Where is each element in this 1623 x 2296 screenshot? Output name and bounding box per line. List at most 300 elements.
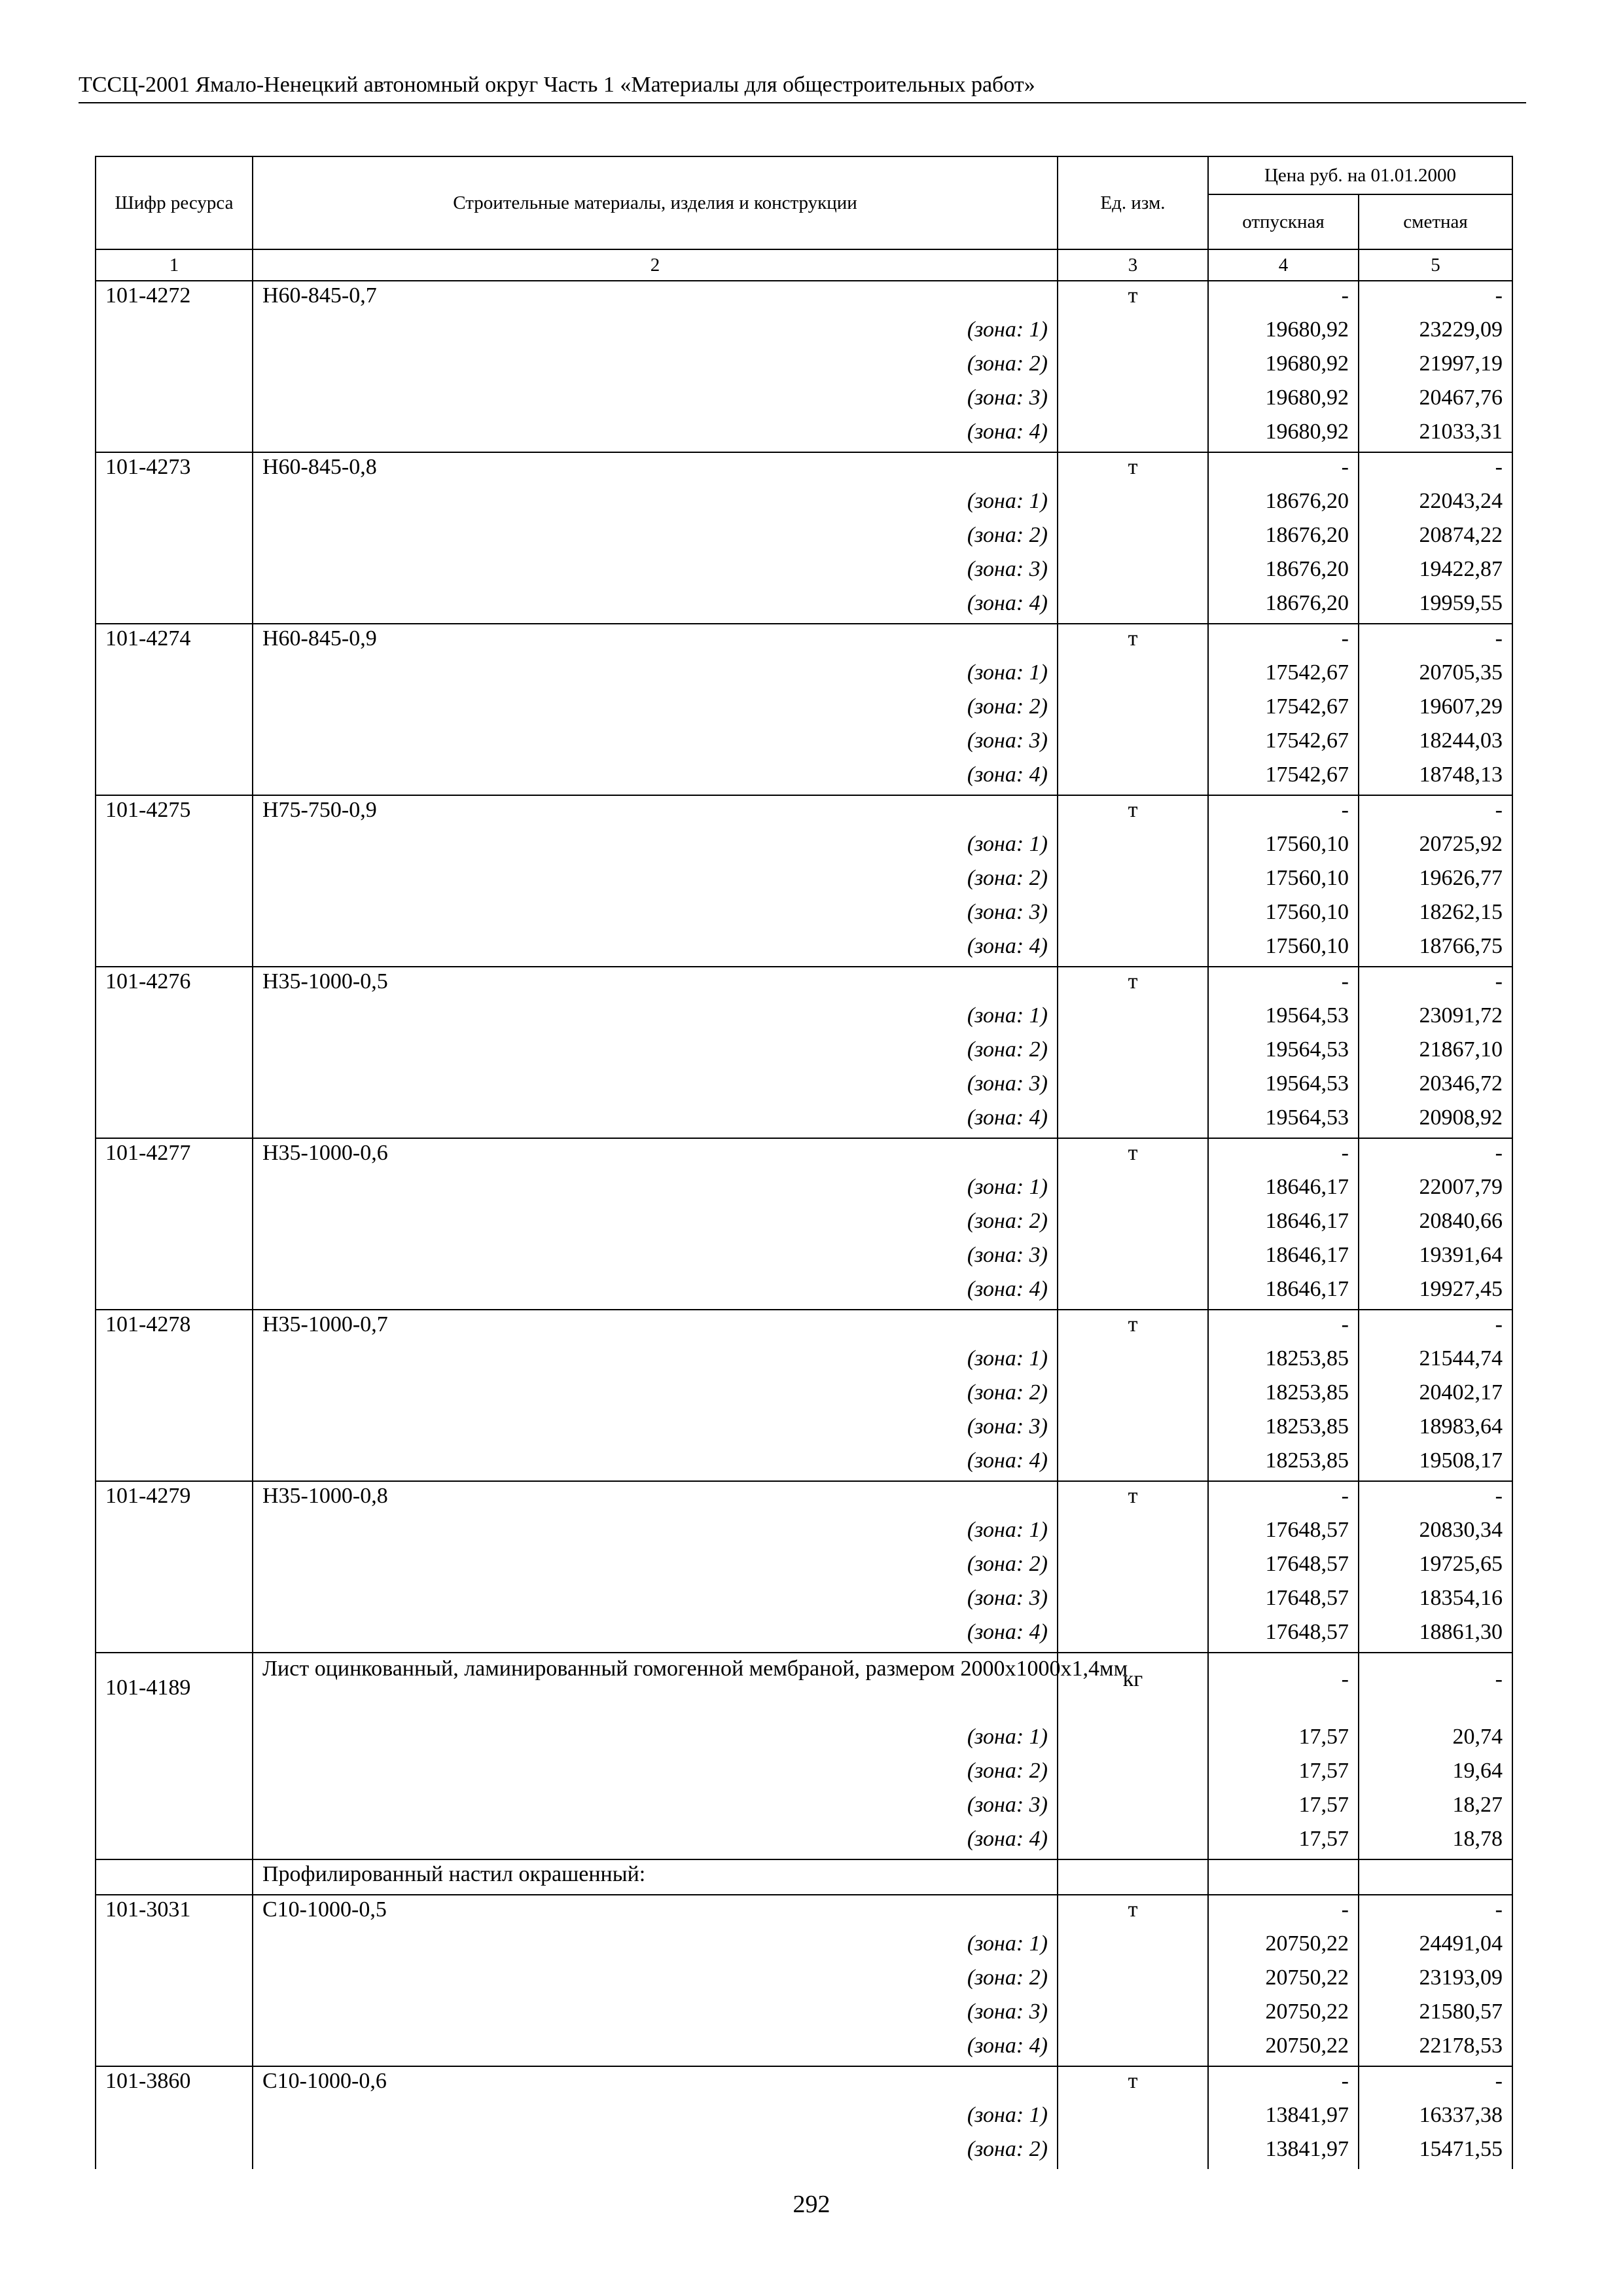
empty-cell bbox=[96, 692, 253, 726]
empty-cell bbox=[96, 864, 253, 898]
empty-cell bbox=[1058, 1103, 1208, 1138]
empty-cell bbox=[1058, 2101, 1208, 2135]
zone-release-price: 18253,85 bbox=[1208, 1378, 1359, 1412]
table-row bbox=[96, 1310, 1512, 1344]
zone-estimate-price: 20346,72 bbox=[1359, 1069, 1512, 1103]
empty-cell bbox=[1058, 1584, 1208, 1618]
empty-cell bbox=[1058, 418, 1208, 452]
resource-code: 101-4276 bbox=[96, 967, 253, 1001]
empty-cell bbox=[1058, 1791, 1208, 1825]
zone-release-price: 20750,22 bbox=[1208, 1929, 1359, 1964]
estimate-price: - bbox=[1359, 1310, 1512, 1344]
empty-cell bbox=[96, 761, 253, 795]
zone-release-price: 17648,57 bbox=[1208, 1618, 1359, 1653]
zone-label: (зона: 3) bbox=[253, 555, 1058, 589]
zone-row bbox=[96, 1069, 1512, 1103]
column-header-estimate-price: сметная bbox=[1359, 194, 1512, 249]
material-name: Н35-1000-0,7 bbox=[253, 1310, 1058, 1344]
unit-cell: т bbox=[1058, 624, 1208, 658]
zone-row bbox=[96, 1757, 1512, 1791]
material-name: Лист оцинкованный, ламинированный гомогенной мембраной, размером 2000х1000х1,4мм bbox=[253, 1653, 1058, 1723]
zone-estimate-price: 18748,13 bbox=[1359, 761, 1512, 795]
zone-label: (зона: 1) bbox=[253, 1516, 1058, 1550]
empty-cell bbox=[1058, 1618, 1208, 1653]
table-row bbox=[96, 1138, 1512, 1173]
zone-release-price: 18646,17 bbox=[1208, 1173, 1359, 1207]
zone-release-price: 18676,20 bbox=[1208, 487, 1359, 521]
resource-code: 101-3860 bbox=[96, 2066, 253, 2101]
table-row bbox=[96, 967, 1512, 1001]
empty-cell bbox=[1058, 1275, 1208, 1310]
empty-cell bbox=[1058, 761, 1208, 795]
empty-cell bbox=[96, 521, 253, 555]
table-row bbox=[96, 281, 1512, 315]
section-row bbox=[96, 1859, 1512, 1895]
zone-estimate-price: 20,74 bbox=[1359, 1723, 1512, 1757]
zone-label: (зона: 2) bbox=[253, 1207, 1058, 1241]
zone-estimate-price: 18354,16 bbox=[1359, 1584, 1512, 1618]
column-number: 5 bbox=[1359, 249, 1512, 281]
zone-label: (зона: 3) bbox=[253, 1791, 1058, 1825]
zone-row bbox=[96, 418, 1512, 452]
zone-label: (зона: 4) bbox=[253, 1103, 1058, 1138]
zone-label: (зона: 1) bbox=[253, 487, 1058, 521]
material-name: Н60-845-0,9 bbox=[253, 624, 1058, 658]
zone-release-price: 17542,67 bbox=[1208, 658, 1359, 692]
empty-cell bbox=[96, 2101, 253, 2135]
resource-code: 101-4277 bbox=[96, 1138, 253, 1173]
zone-estimate-price: 22007,79 bbox=[1359, 1173, 1512, 1207]
zone-label: (зона: 2) bbox=[253, 2135, 1058, 2169]
zone-label: (зона: 3) bbox=[253, 1584, 1058, 1618]
zone-label: (зона: 2) bbox=[253, 1757, 1058, 1791]
resource-code: 101-4274 bbox=[96, 624, 253, 658]
zone-row bbox=[96, 864, 1512, 898]
zone-estimate-price: 21544,74 bbox=[1359, 1344, 1512, 1378]
release-price: - bbox=[1208, 967, 1359, 1001]
zone-release-price: 18646,17 bbox=[1208, 1207, 1359, 1241]
empty-cell bbox=[1058, 726, 1208, 761]
zone-label: (зона: 2) bbox=[253, 864, 1058, 898]
empty-cell bbox=[1058, 1929, 1208, 1964]
zone-estimate-price: 19927,45 bbox=[1359, 1275, 1512, 1310]
zone-label: (зона: 1) bbox=[253, 1173, 1058, 1207]
empty-cell bbox=[96, 418, 253, 452]
zone-estimate-price: 18983,64 bbox=[1359, 1412, 1512, 1446]
empty-cell bbox=[96, 1173, 253, 1207]
resource-code: 101-4189 bbox=[96, 1653, 253, 1723]
resource-code: 101-3031 bbox=[96, 1895, 253, 1929]
zone-estimate-price: 23193,09 bbox=[1359, 1964, 1512, 1998]
unit-cell: т bbox=[1058, 795, 1208, 830]
zone-label: (зона: 4) bbox=[253, 761, 1058, 795]
zone-release-price: 17648,57 bbox=[1208, 1584, 1359, 1618]
zone-label: (зона: 2) bbox=[253, 350, 1058, 384]
zone-release-price: 19680,92 bbox=[1208, 384, 1359, 418]
column-number: 4 bbox=[1208, 249, 1359, 281]
empty-cell bbox=[96, 350, 253, 384]
table-row bbox=[96, 1653, 1512, 1723]
zone-estimate-price: 18244,03 bbox=[1359, 726, 1512, 761]
estimate-price: - bbox=[1359, 452, 1512, 487]
zone-release-price: 19564,53 bbox=[1208, 1103, 1359, 1138]
zone-release-price: 20750,22 bbox=[1208, 1964, 1359, 1998]
column-number: 2 bbox=[253, 249, 1058, 281]
empty-cell bbox=[96, 1412, 253, 1446]
unit-cell: т bbox=[1058, 1138, 1208, 1173]
release-price: - bbox=[1208, 2066, 1359, 2101]
zone-label: (зона: 3) bbox=[253, 726, 1058, 761]
section-title: Профилированный настил окрашенный: bbox=[253, 1859, 1058, 1895]
empty-cell bbox=[1058, 1378, 1208, 1412]
zone-release-price: 17542,67 bbox=[1208, 761, 1359, 795]
zone-release-price: 19680,92 bbox=[1208, 350, 1359, 384]
unit-cell: т bbox=[1058, 1481, 1208, 1516]
zone-row bbox=[96, 1516, 1512, 1550]
estimate-price: - bbox=[1359, 2066, 1512, 2101]
zone-release-price: 19564,53 bbox=[1208, 1069, 1359, 1103]
empty-cell bbox=[96, 726, 253, 761]
empty-cell bbox=[96, 1618, 253, 1653]
zone-label: (зона: 2) bbox=[253, 1964, 1058, 1998]
zone-row bbox=[96, 1173, 1512, 1207]
empty-cell bbox=[96, 1275, 253, 1310]
release-price: - bbox=[1208, 452, 1359, 487]
zone-row bbox=[96, 1344, 1512, 1378]
zone-row bbox=[96, 1103, 1512, 1138]
empty-cell bbox=[1058, 487, 1208, 521]
zone-label: (зона: 1) bbox=[253, 1001, 1058, 1035]
empty-cell bbox=[1208, 1859, 1359, 1895]
empty-cell bbox=[1058, 692, 1208, 726]
zone-estimate-price: 21997,19 bbox=[1359, 350, 1512, 384]
empty-cell bbox=[1058, 1723, 1208, 1757]
material-name: Н35-1000-0,5 bbox=[253, 967, 1058, 1001]
column-header-code: Шифр ресурса bbox=[96, 156, 253, 249]
estimate-price: - bbox=[1359, 795, 1512, 830]
zone-row bbox=[96, 1618, 1512, 1653]
empty-cell bbox=[1058, 1412, 1208, 1446]
zone-estimate-price: 20908,92 bbox=[1359, 1103, 1512, 1138]
zone-label: (зона: 3) bbox=[253, 1998, 1058, 2032]
zone-label: (зона: 3) bbox=[253, 1412, 1058, 1446]
zone-estimate-price: 19,64 bbox=[1359, 1757, 1512, 1791]
zone-estimate-price: 16337,38 bbox=[1359, 2101, 1512, 2135]
empty-cell bbox=[96, 1550, 253, 1584]
zone-row bbox=[96, 830, 1512, 864]
material-name: С10-1000-0,5 bbox=[253, 1895, 1058, 1929]
resource-code: 101-4275 bbox=[96, 795, 253, 830]
zone-estimate-price: 20402,17 bbox=[1359, 1378, 1512, 1412]
empty-cell bbox=[96, 658, 253, 692]
column-header-price-group: Цена руб. на 01.01.2000 bbox=[1208, 156, 1512, 194]
column-number: 1 bbox=[96, 249, 253, 281]
zone-estimate-price: 18,27 bbox=[1359, 1791, 1512, 1825]
zone-row bbox=[96, 350, 1512, 384]
resource-code: 101-4278 bbox=[96, 1310, 253, 1344]
empty-cell bbox=[96, 384, 253, 418]
zone-release-price: 19680,92 bbox=[1208, 315, 1359, 350]
empty-cell bbox=[1058, 1207, 1208, 1241]
zone-release-price: 17648,57 bbox=[1208, 1516, 1359, 1550]
zone-release-price: 13841,97 bbox=[1208, 2101, 1359, 2135]
zone-row bbox=[96, 2135, 1512, 2169]
unit-cell: кг bbox=[1058, 1653, 1208, 1723]
zone-release-price: 18676,20 bbox=[1208, 555, 1359, 589]
zone-estimate-price: 18861,30 bbox=[1359, 1618, 1512, 1653]
zone-row bbox=[96, 1584, 1512, 1618]
zone-release-price: 18646,17 bbox=[1208, 1241, 1359, 1275]
zone-release-price: 18253,85 bbox=[1208, 1412, 1359, 1446]
empty-cell bbox=[96, 487, 253, 521]
zone-label: (зона: 1) bbox=[253, 1723, 1058, 1757]
zone-label: (зона: 4) bbox=[253, 1825, 1058, 1859]
empty-cell bbox=[1058, 315, 1208, 350]
empty-cell bbox=[1058, 1344, 1208, 1378]
material-name: Н35-1000-0,6 bbox=[253, 1138, 1058, 1173]
empty-cell bbox=[1058, 555, 1208, 589]
empty-cell bbox=[1058, 350, 1208, 384]
zone-row bbox=[96, 1241, 1512, 1275]
empty-cell bbox=[1058, 658, 1208, 692]
zone-row bbox=[96, 2101, 1512, 2135]
zone-label: (зона: 4) bbox=[253, 1618, 1058, 1653]
zone-label: (зона: 3) bbox=[253, 898, 1058, 932]
zone-row bbox=[96, 1964, 1512, 1998]
empty-cell bbox=[1058, 1001, 1208, 1035]
zone-label: (зона: 4) bbox=[253, 2032, 1058, 2066]
estimate-price: - bbox=[1359, 1653, 1512, 1723]
empty-cell bbox=[96, 1825, 253, 1859]
unit-cell: т bbox=[1058, 967, 1208, 1001]
material-name: Н75-750-0,9 bbox=[253, 795, 1058, 830]
zone-estimate-price: 19626,77 bbox=[1359, 864, 1512, 898]
zone-release-price: 13841,97 bbox=[1208, 2135, 1359, 2169]
estimate-price: - bbox=[1359, 967, 1512, 1001]
zone-estimate-price: 20705,35 bbox=[1359, 658, 1512, 692]
release-price: - bbox=[1208, 1138, 1359, 1173]
zone-row bbox=[96, 555, 1512, 589]
zone-release-price: 18253,85 bbox=[1208, 1344, 1359, 1378]
column-header-unit: Ед. изм. bbox=[1058, 156, 1208, 249]
zone-estimate-price: 22043,24 bbox=[1359, 487, 1512, 521]
zone-label: (зона: 1) bbox=[253, 2101, 1058, 2135]
estimate-price: - bbox=[1359, 1895, 1512, 1929]
zone-estimate-price: 20840,66 bbox=[1359, 1207, 1512, 1241]
empty-cell bbox=[1058, 1173, 1208, 1207]
estimate-price: - bbox=[1359, 1138, 1512, 1173]
price-table bbox=[95, 156, 1513, 2169]
release-price: - bbox=[1208, 1481, 1359, 1516]
zone-estimate-price: 24491,04 bbox=[1359, 1929, 1512, 1964]
zone-label: (зона: 2) bbox=[253, 1378, 1058, 1412]
zone-row bbox=[96, 1275, 1512, 1310]
zone-row bbox=[96, 1550, 1512, 1584]
zone-label: (зона: 2) bbox=[253, 692, 1058, 726]
empty-cell bbox=[1058, 830, 1208, 864]
empty-cell bbox=[96, 830, 253, 864]
resource-code: 101-4273 bbox=[96, 452, 253, 487]
zone-release-price: 20750,22 bbox=[1208, 1998, 1359, 2032]
zone-row bbox=[96, 521, 1512, 555]
zone-estimate-price: 19725,65 bbox=[1359, 1550, 1512, 1584]
zone-row bbox=[96, 1207, 1512, 1241]
unit-cell: т bbox=[1058, 1895, 1208, 1929]
table-row bbox=[96, 795, 1512, 830]
zone-release-price: 18676,20 bbox=[1208, 521, 1359, 555]
zone-label: (зона: 1) bbox=[253, 315, 1058, 350]
empty-cell bbox=[1359, 1859, 1512, 1895]
zone-label: (зона: 3) bbox=[253, 1069, 1058, 1103]
empty-cell bbox=[96, 1344, 253, 1378]
empty-cell bbox=[96, 1929, 253, 1964]
zone-row bbox=[96, 658, 1512, 692]
zone-estimate-price: 20830,34 bbox=[1359, 1516, 1512, 1550]
column-number: 3 bbox=[1058, 249, 1208, 281]
zone-row bbox=[96, 1791, 1512, 1825]
zone-release-price: 17542,67 bbox=[1208, 726, 1359, 761]
zone-estimate-price: 18262,15 bbox=[1359, 898, 1512, 932]
zone-release-price: 17,57 bbox=[1208, 1757, 1359, 1791]
empty-cell bbox=[96, 1446, 253, 1481]
release-price: - bbox=[1208, 1310, 1359, 1344]
empty-cell bbox=[1058, 1241, 1208, 1275]
empty-cell bbox=[1058, 1446, 1208, 1481]
empty-cell bbox=[96, 1964, 253, 1998]
empty-cell bbox=[1058, 1998, 1208, 2032]
zone-release-price: 17648,57 bbox=[1208, 1550, 1359, 1584]
zone-estimate-price: 19391,64 bbox=[1359, 1241, 1512, 1275]
zone-estimate-price: 21580,57 bbox=[1359, 1998, 1512, 2032]
zone-estimate-price: 22178,53 bbox=[1359, 2032, 1512, 2066]
release-price: - bbox=[1208, 795, 1359, 830]
estimate-price: - bbox=[1359, 624, 1512, 658]
zone-row bbox=[96, 1723, 1512, 1757]
zone-release-price: 18646,17 bbox=[1208, 1275, 1359, 1310]
page-number: 292 bbox=[793, 2191, 830, 2218]
unit-cell: т bbox=[1058, 452, 1208, 487]
zone-release-price: 17,57 bbox=[1208, 1791, 1359, 1825]
table-row bbox=[96, 624, 1512, 658]
zone-label: (зона: 1) bbox=[253, 1344, 1058, 1378]
zone-row bbox=[96, 1001, 1512, 1035]
empty-cell bbox=[96, 932, 253, 967]
zone-release-price: 18253,85 bbox=[1208, 1446, 1359, 1481]
empty-cell bbox=[96, 1859, 253, 1895]
zone-release-price: 17,57 bbox=[1208, 1825, 1359, 1859]
zone-row bbox=[96, 384, 1512, 418]
zone-release-price: 18676,20 bbox=[1208, 589, 1359, 624]
zone-estimate-price: 19508,17 bbox=[1359, 1446, 1512, 1481]
empty-cell bbox=[1058, 2135, 1208, 2169]
material-name: Н60-845-0,7 bbox=[253, 281, 1058, 315]
zone-release-price: 17542,67 bbox=[1208, 692, 1359, 726]
empty-cell bbox=[96, 555, 253, 589]
empty-cell bbox=[1058, 1859, 1208, 1895]
zone-row bbox=[96, 487, 1512, 521]
release-price: - bbox=[1208, 624, 1359, 658]
zone-row bbox=[96, 1998, 1512, 2032]
empty-cell bbox=[96, 1757, 253, 1791]
zone-row bbox=[96, 1035, 1512, 1069]
zone-row bbox=[96, 761, 1512, 795]
empty-cell bbox=[1058, 1069, 1208, 1103]
zone-row bbox=[96, 1412, 1512, 1446]
zone-release-price: 19680,92 bbox=[1208, 418, 1359, 452]
empty-cell bbox=[96, 1103, 253, 1138]
empty-cell bbox=[96, 898, 253, 932]
zone-label: (зона: 4) bbox=[253, 932, 1058, 967]
unit-cell: т bbox=[1058, 2066, 1208, 2101]
zone-estimate-price: 20467,76 bbox=[1359, 384, 1512, 418]
zone-row bbox=[96, 1929, 1512, 1964]
zone-release-price: 19564,53 bbox=[1208, 1035, 1359, 1069]
zone-label: (зона: 2) bbox=[253, 521, 1058, 555]
resource-code: 101-4272 bbox=[96, 281, 253, 315]
zone-label: (зона: 1) bbox=[253, 1929, 1058, 1964]
empty-cell bbox=[96, 1516, 253, 1550]
zone-release-price: 20750,22 bbox=[1208, 2032, 1359, 2066]
zone-row bbox=[96, 898, 1512, 932]
zone-estimate-price: 23229,09 bbox=[1359, 315, 1512, 350]
empty-cell bbox=[1058, 1550, 1208, 1584]
zone-estimate-price: 18,78 bbox=[1359, 1825, 1512, 1859]
zone-row bbox=[96, 726, 1512, 761]
empty-cell bbox=[1058, 932, 1208, 967]
zone-row bbox=[96, 2032, 1512, 2066]
empty-cell bbox=[96, 1001, 253, 1035]
resource-code: 101-4279 bbox=[96, 1481, 253, 1516]
empty-cell bbox=[96, 1069, 253, 1103]
unit-cell: т bbox=[1058, 281, 1208, 315]
release-price: - bbox=[1208, 1895, 1359, 1929]
empty-cell bbox=[1058, 384, 1208, 418]
empty-cell bbox=[1058, 589, 1208, 624]
zone-row bbox=[96, 1378, 1512, 1412]
zone-release-price: 17560,10 bbox=[1208, 898, 1359, 932]
zone-estimate-price: 19607,29 bbox=[1359, 692, 1512, 726]
zone-label: (зона: 4) bbox=[253, 1275, 1058, 1310]
column-header-name: Строительные материалы, изделия и конструкции bbox=[253, 156, 1058, 249]
unit-cell: т bbox=[1058, 1310, 1208, 1344]
zone-label: (зона: 2) bbox=[253, 1550, 1058, 1584]
empty-cell bbox=[1058, 1825, 1208, 1859]
zone-release-price: 17560,10 bbox=[1208, 932, 1359, 967]
zone-row bbox=[96, 315, 1512, 350]
estimate-price: - bbox=[1359, 1481, 1512, 1516]
empty-cell bbox=[96, 1241, 253, 1275]
release-price: - bbox=[1208, 281, 1359, 315]
zone-estimate-price: 15471,55 bbox=[1359, 2135, 1512, 2169]
zone-label: (зона: 2) bbox=[253, 1035, 1058, 1069]
zone-release-price: 17560,10 bbox=[1208, 864, 1359, 898]
empty-cell bbox=[1058, 1035, 1208, 1069]
zone-estimate-price: 23091,72 bbox=[1359, 1001, 1512, 1035]
zone-row bbox=[96, 589, 1512, 624]
zone-row bbox=[96, 932, 1512, 967]
empty-cell bbox=[96, 2135, 253, 2169]
zone-estimate-price: 18766,75 bbox=[1359, 932, 1512, 967]
zone-estimate-price: 20725,92 bbox=[1359, 830, 1512, 864]
material-name: С10-1000-0,6 bbox=[253, 2066, 1058, 2101]
zone-row bbox=[96, 692, 1512, 726]
zone-estimate-price: 21033,31 bbox=[1359, 418, 1512, 452]
empty-cell bbox=[96, 1791, 253, 1825]
empty-cell bbox=[1058, 1964, 1208, 1998]
table-body bbox=[96, 281, 1512, 2169]
empty-cell bbox=[96, 1378, 253, 1412]
material-name: Н60-845-0,8 bbox=[253, 452, 1058, 487]
